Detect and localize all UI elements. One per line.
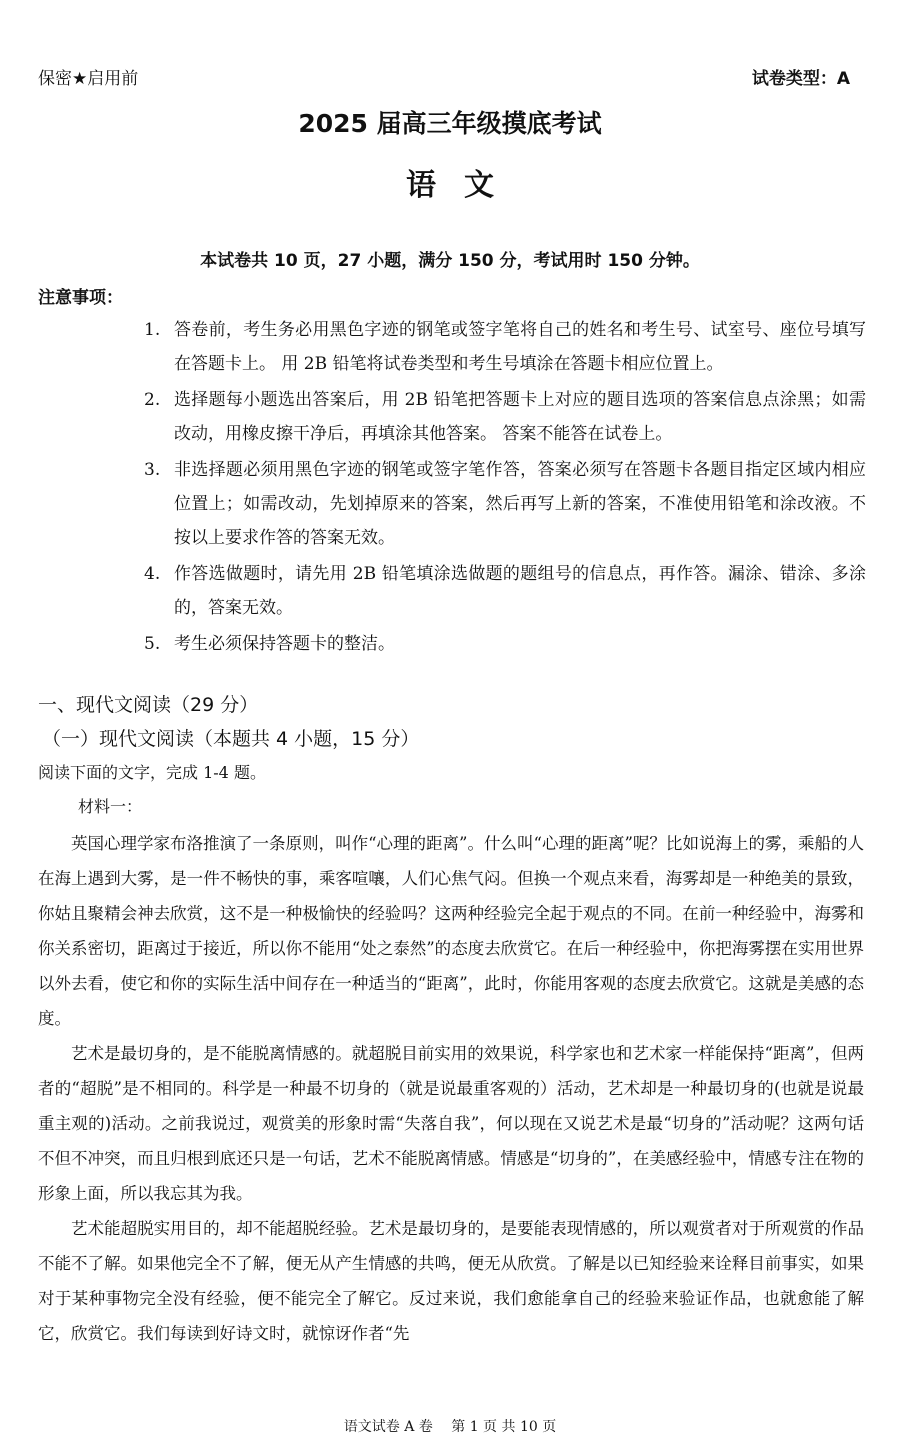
notice-number: 5. <box>144 634 161 654</box>
notice-item <box>144 383 866 451</box>
notice-heading: 注意事项： <box>38 288 123 308</box>
notice-item <box>144 627 866 661</box>
passage-paragraph: 英国心理学家布洛推演了一条原则，叫作“心理的距离”。什么叫“心理的距离”呢？比如说海上的雾，乘船的人在海上遇到大雾，是一件不畅快的事，乘客喧嚷，人们心焦气闷。但换一个观点来看，海雾却是一种绝美的景致，你姑且聚精会神去欣赏，这不是一种极愉快的经验吗？这两种经验完全起于观点的不同。在前一种经验中，海雾和你关系密切，距离过于接近，所以你不能用“处之泰然”的态度去欣赏它。在后一种经验中，你把海雾摆在实用世界以外去看，使它和你的实际生活中间存在一种适当的“距离”，此时，你能用客观的态度去欣赏它。这就是美感的态度。 <box>38 834 864 1028</box>
reading-passage <box>38 826 864 1351</box>
notice-item <box>144 557 866 625</box>
notice-text: 考生必须保持答题卡的整洁。 <box>174 634 395 654</box>
notice-number: 4. <box>144 564 161 584</box>
reading-instruction: 阅读下面的文字，完成 1-4 题。 <box>38 763 266 782</box>
subject-title: 语文 <box>406 168 522 203</box>
notice-item <box>144 453 866 555</box>
notice-text: 选择题每小题选出答案后，用 2B 铅笔把答题卡上对应的题目选项的答案信息点涂黑；如需改动，用橡皮擦干净后，再填涂其他答案。 答案不能答在试卷上。 <box>174 390 866 444</box>
notice-number: 2. <box>144 390 161 410</box>
section-heading: 一、现代文阅读（29 分） <box>38 694 259 716</box>
material-label: 材料一： <box>78 797 143 816</box>
confidential-mark: 保密★启用前 <box>38 69 139 89</box>
notice-text: 作答选做题时，请先用 2B 铅笔填涂选做题的题组号的信息点，再作答。漏涂、错涂、多涂的，答案无效。 <box>174 564 866 618</box>
notice-number: 1. <box>144 320 161 340</box>
exam-summary: 本试卷共 10 页，27 小题，满分 150 分，考试用时 150 分钟。 <box>200 251 700 271</box>
notice-list <box>144 313 866 663</box>
page-footer: 语文试卷 A 卷 第 1 页 共 10 页 <box>343 1419 557 1435</box>
passage-paragraph: 艺术是最切身的，是不能脱离情感的。就超脱目前实用的效果说，科学家也和艺术家一样能保持“距离”，但两者的“超脱”是不相同的。科学是一种最不切身的（就是说最重客观的）活动，艺术却是一种最切身的(也就是说最重主观的)活动。之前我说过，观赏美的形象时需“失落自我”，何以现在又说艺术是最“切身的”活动呢？这两句话不但不冲突，而且归根到底还只是一句话，艺术不能脱离情感。情感是“切身的”，在美感经验中，情感专注在物的形象上面，所以我忘其为我。 <box>38 1044 864 1203</box>
paper-type-label: 试卷类型：A <box>751 69 850 89</box>
notice-number: 3. <box>144 460 161 480</box>
notice-item <box>144 313 866 381</box>
passage-paragraph: 艺术能超脱实用目的，却不能超脱经验。艺术是最切身的，是要能表现情感的，所以观赏者对于所观赏的作品不能不了解。如果他完全不了解，便无从产生情感的共鸣，便无从欣赏。了解是以已知经验来诠释目前事实，如果对于某种事物完全没有经验，便不能完全了解它。反过来说，我们愈能拿自己的经验来验证作品，也就愈能了解它，欣赏它。我们每读到好诗文时，就惊讶作者“先 <box>38 1219 864 1343</box>
subsection-heading: （一）现代文阅读（本题共 4 小题，15 分） <box>42 728 420 750</box>
exam-title: 2025 届高三年级摸底考试 <box>298 109 602 138</box>
notice-text: 非选择题必须用黑色字迹的钢笔或签字笔作答，答案必须写在答题卡各题目指定区域内相应位置上；如需改动，先划掉原来的答案，然后再写上新的答案，不准使用铅笔和涂改液。不按以上要求作答的答案无效。 <box>174 460 866 548</box>
notice-text: 答卷前，考生务必用黑色字迹的钢笔或签字笔将自己的姓名和考生号、试室号、座位号填写在答题卡上。 用 2B 铅笔将试卷类型和考生号填涂在答题卡相应位置上。 <box>174 320 866 374</box>
